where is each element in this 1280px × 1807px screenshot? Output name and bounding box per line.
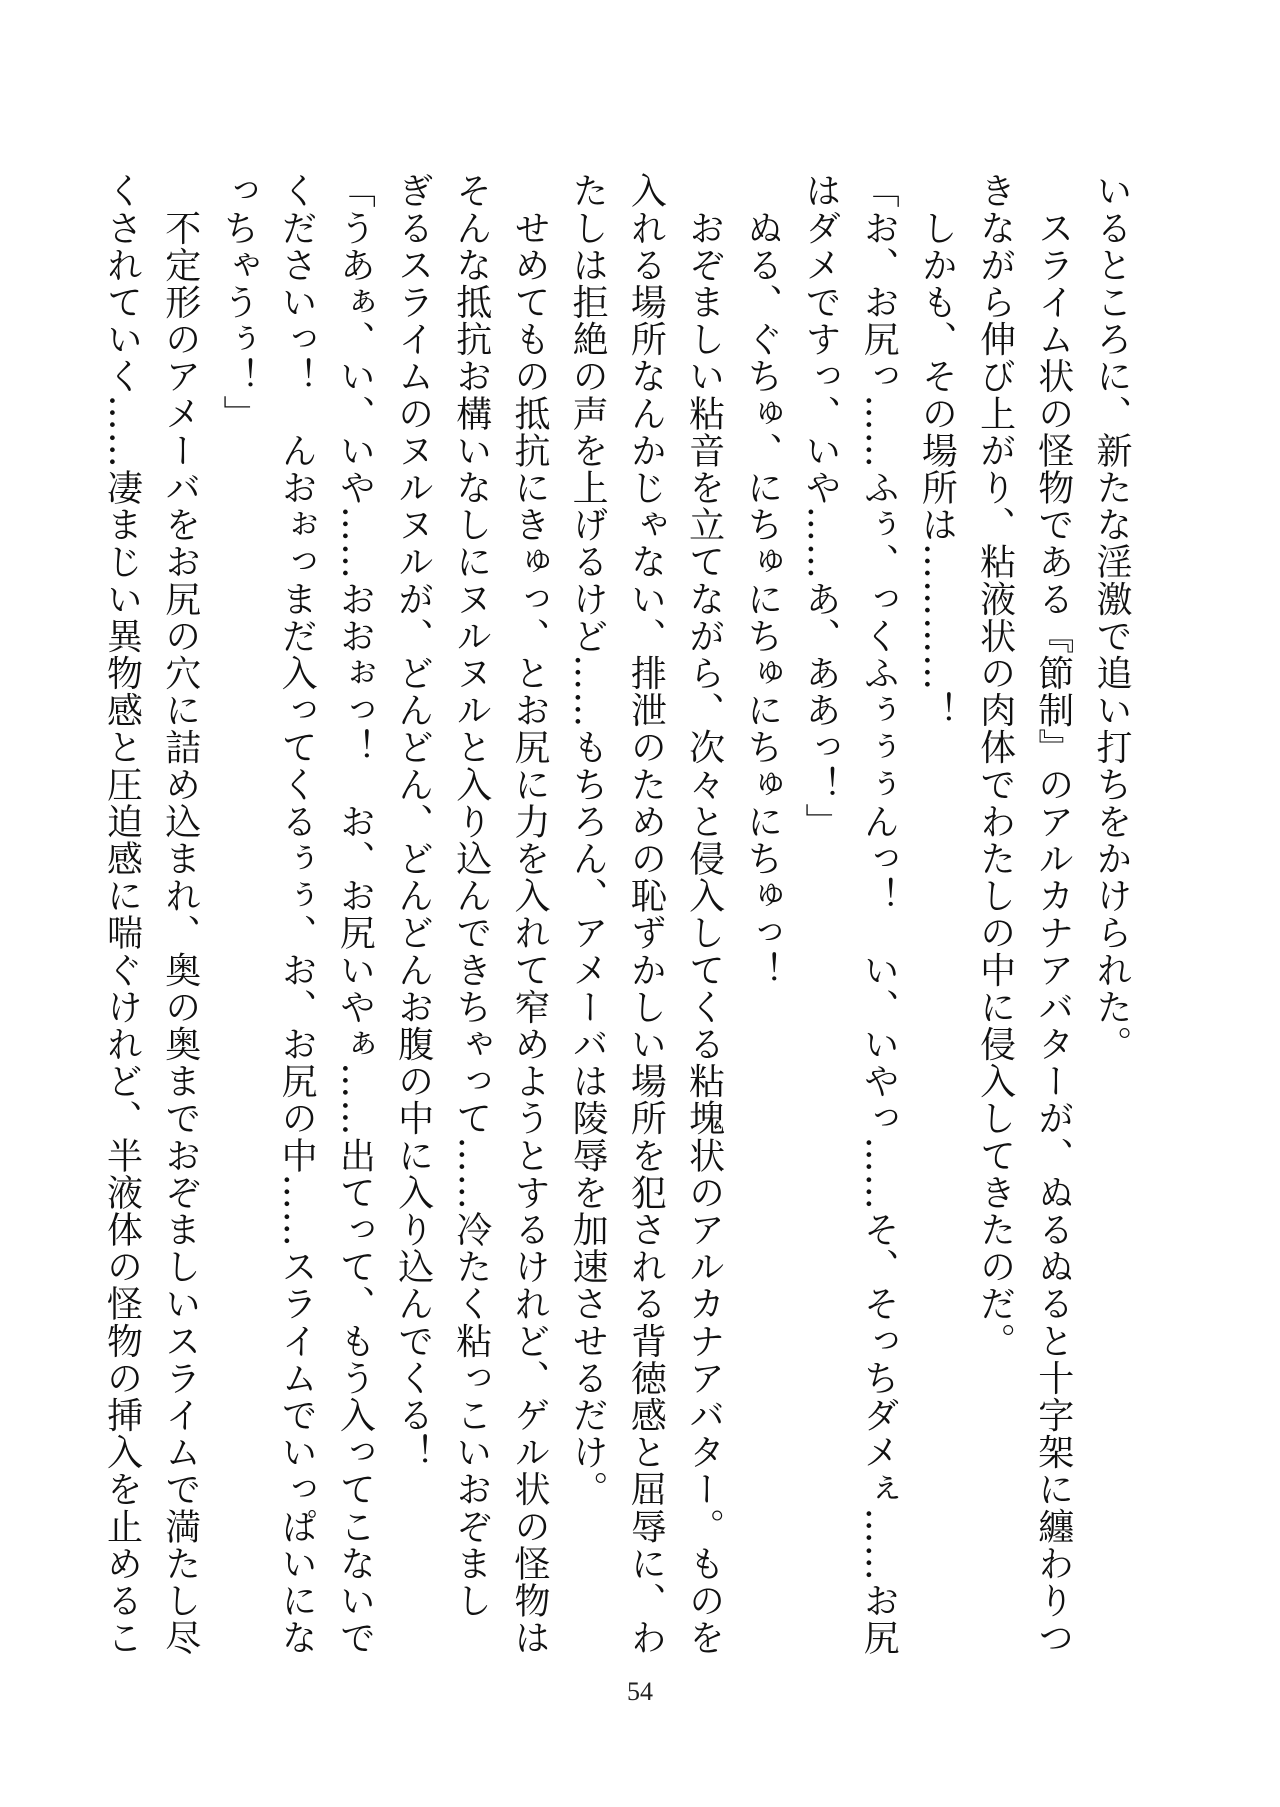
text-line: ぎるスライムのヌルヌルが、どんどん、どんどんお腹の中に入り込んでくる！ <box>392 172 434 1471</box>
text-line: っちゃうぅ！」 <box>217 172 259 432</box>
vertical-body-text <box>101 172 1140 1662</box>
text-line: おぞましい粘音を立てながら、次々と侵入してくる粘塊状のアルカナアバター。ものを <box>683 172 725 1656</box>
text-line: 不定形のアメーバをお尻の穴に詰め込まれ、奥の奥までおぞましいスライムで満たし尽 <box>159 172 201 1656</box>
text-line: そんな抵抗お構いなしにヌルヌルと入り込んできちゃって……冷たく粘っこいおぞまし <box>450 172 492 1619</box>
text-line: 入れる場所なんかじゃない、排泄のための恥ずかしい場所を犯される背徳感と屈辱に、わ <box>625 172 667 1656</box>
text-line: くされていく……凄まじい異物感と圧迫感に喘ぐけれど、半液体の怪物の挿入を止めるこ <box>101 172 143 1656</box>
text-line: せめてもの抵抗にきゅっ、とお尻に力を入れて窄めようとするけれど、ゲル状の怪物は <box>508 172 550 1656</box>
text-line: はダメですっ、いや……あ、ああっ！」 <box>799 172 841 840</box>
text-line: ぬる、ぐちゅ、にちゅにちゅにちゅにちゅっ！ <box>741 172 783 989</box>
text-line: 「うあぁ、い、いや……おおぉっ！ お、お尻いやぁ……出てって、もう入ってこないで <box>334 172 376 1656</box>
text-line: 「お、お尻っ……ふぅ、っくふぅぅぅんっ！ い、いやっ……そ、そっちダメぇ……お尻 <box>858 172 900 1656</box>
text-line: くださいっ！ んおぉっまだ入ってくるぅぅ、お、お尻の中……スライムでいっぱいにな <box>276 172 318 1656</box>
text-line: いるところに、新たな淫激で追い打ちをかけられた。 <box>1091 172 1132 1063</box>
text-line: きながら伸び上がり、粘液状の肉体でわたしの中に侵入してきたのだ。 <box>974 172 1016 1360</box>
page-number: 54 <box>627 1677 653 1706</box>
text-line: たしは拒絶の声を上げるけど……もちろん、アメーバは陵辱を加速させるだけ。 <box>567 172 609 1508</box>
text-line: スライム状の怪物である『節制』のアルカナアバターが、ぬるぬると十字架に纏わりつ <box>1032 172 1074 1656</box>
text-line: しかも、その場所は…………！ <box>916 172 958 729</box>
